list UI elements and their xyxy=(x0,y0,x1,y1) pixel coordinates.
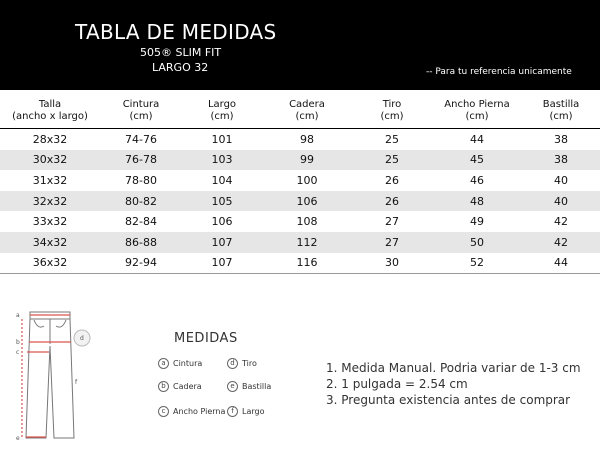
table-cell: 101 xyxy=(211,132,233,146)
table-cell: 30 xyxy=(385,256,399,270)
marker-e: e xyxy=(16,435,20,442)
legend-letter-f: f xyxy=(227,406,238,417)
legend-label: Tiro xyxy=(242,359,257,368)
legend-label: Cintura xyxy=(173,359,203,368)
legend-item-tiro xyxy=(227,358,257,369)
marker-f: f xyxy=(75,379,78,386)
table-cell: 42 xyxy=(554,215,568,229)
table-cell: 38 xyxy=(522,150,600,171)
legend-label: Cadera xyxy=(173,382,202,391)
legend-item-cintura xyxy=(158,358,202,369)
header-banner xyxy=(0,0,600,90)
page-title: TABLA DE MEDIDAS xyxy=(75,20,277,44)
table-row xyxy=(0,232,600,253)
table-cell: 86-88 xyxy=(100,232,182,253)
legend-letter-c: c xyxy=(158,406,169,417)
table-cell: 107 xyxy=(182,232,262,253)
legend-letter-a: a xyxy=(158,358,169,369)
table-cell: 99 xyxy=(262,150,352,171)
table-header-row xyxy=(0,94,600,129)
table-cell: 28x32 xyxy=(32,132,68,146)
note-item: 3. Pregunta existencia antes de comprar xyxy=(326,393,571,407)
marker-c: c xyxy=(16,349,20,356)
table-cell: 48 xyxy=(432,191,522,212)
table-cell: 46 xyxy=(470,173,484,187)
table-cell: 25 xyxy=(385,132,399,146)
table-cell: 27 xyxy=(385,215,399,229)
table-cell: 107 xyxy=(211,256,233,270)
table-cell: 103 xyxy=(182,150,262,171)
legend-letter-e: e xyxy=(227,381,238,392)
size-table xyxy=(0,94,600,273)
legend-letter-b: b xyxy=(158,381,169,392)
note-item: 2. 1 pulgada = 2.54 cm xyxy=(326,377,468,391)
legend-item-cadera xyxy=(158,381,202,392)
table-cell: 30x32 xyxy=(0,150,100,171)
model-name: 505® SLIM FIT xyxy=(140,46,222,59)
table-cell: 42 xyxy=(522,232,600,253)
marker-b: b xyxy=(16,339,20,346)
table-cell: 74-76 xyxy=(125,132,157,146)
table-cell: 36x32 xyxy=(32,256,68,270)
table-cell: 100 xyxy=(296,173,318,187)
table-cell: 38 xyxy=(554,132,568,146)
legend-item-bastilla xyxy=(227,381,271,392)
table-cell: 82-84 xyxy=(125,215,157,229)
table-cell: 49 xyxy=(470,215,484,229)
reference-note: -- Para tu referencia unicamente xyxy=(426,67,572,77)
table-cell: 78-80 xyxy=(125,173,157,187)
table-cell: 52 xyxy=(470,256,484,270)
legend-label: Bastilla xyxy=(242,382,272,391)
table-cell: 45 xyxy=(432,150,522,171)
table-cell: 106 xyxy=(211,215,233,229)
column-header-bastilla: Bastilla (cm) xyxy=(522,94,600,129)
column-header-cadera: Cadera (cm) xyxy=(262,94,352,129)
notes-list xyxy=(326,360,581,408)
table-cell: 104 xyxy=(211,173,233,187)
table-cell: 80-82 xyxy=(100,191,182,212)
legend-label: Largo xyxy=(242,407,265,416)
table-cell: 26 xyxy=(352,191,432,212)
legend-label: Ancho Pierna xyxy=(173,407,226,416)
legend-item-ancho-pierna xyxy=(158,406,225,417)
table-cell: 40 xyxy=(522,191,600,212)
column-header-tiro: Tiro (cm) xyxy=(352,94,432,129)
table-cell: 40 xyxy=(554,173,568,187)
pants-diagram xyxy=(12,306,94,446)
table-cell: 112 xyxy=(262,232,352,253)
table-row xyxy=(0,211,600,232)
column-header-ancho-pierna: Ancho Pierna (cm) xyxy=(432,94,522,129)
table-cell: 76-78 xyxy=(100,150,182,171)
table-cell: 31x32 xyxy=(32,173,68,187)
table-cell: 25 xyxy=(352,150,432,171)
table-row xyxy=(0,150,600,171)
note-item: 1. Medida Manual. Podria variar de 1-3 cm xyxy=(326,361,581,375)
table-cell: 44 xyxy=(554,256,568,270)
legend-title: MEDIDAS xyxy=(174,331,238,346)
column-header-cintura: Cintura (cm) xyxy=(100,94,182,129)
table-cell: 105 xyxy=(182,191,262,212)
table-cell: 106 xyxy=(262,191,352,212)
table-bottom-rule xyxy=(0,273,600,274)
column-header-talla: Talla (ancho x largo) xyxy=(0,94,100,129)
table-row xyxy=(0,253,600,274)
marker-d: d xyxy=(80,335,84,342)
marker-a: a xyxy=(16,312,20,319)
length-label: LARGO 32 xyxy=(152,61,209,74)
table-cell: 26 xyxy=(385,173,399,187)
table-cell: 33x32 xyxy=(32,215,68,229)
table-cell: 92-94 xyxy=(125,256,157,270)
table-cell: 98 xyxy=(300,132,314,146)
table-row xyxy=(0,129,600,150)
table-cell: 50 xyxy=(432,232,522,253)
column-header-largo: Largo (cm) xyxy=(182,94,262,129)
legend-item-largo xyxy=(227,406,264,417)
legend-letter-d: d xyxy=(227,358,238,369)
table-cell: 44 xyxy=(470,132,484,146)
table-row xyxy=(0,170,600,191)
table-cell: 34x32 xyxy=(0,232,100,253)
table-cell: 108 xyxy=(296,215,318,229)
table-cell: 116 xyxy=(296,256,318,270)
table-cell: 27 xyxy=(352,232,432,253)
table-cell: 32x32 xyxy=(0,191,100,212)
table-row xyxy=(0,191,600,212)
